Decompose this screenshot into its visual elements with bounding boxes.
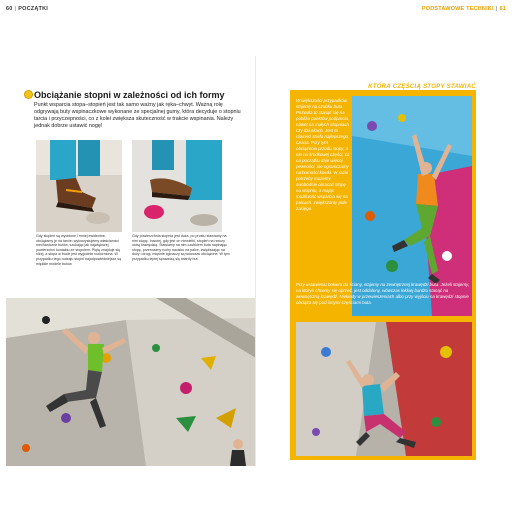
running-section: PODSTAWOWE TECHNIKI [421,6,494,12]
left-page [6,56,256,466]
text-toe-stance: W większości przypadków stajemy na czubku buta. Pozwala to stanąć się na pobliżu punktów podparcia, nawet na małych stopniach czy dziurkach. Jest to również strefa najlepszego czucia. Przy tym obciążeniu przodu stopy, a nie na środkowej części, co na początku daje więcej pewności, nie ograniczamy ruchomości kostki. W razie potrzeby możemy swobodnie obracać stopę na stopniu, a mając możliwość wsparcia się na palcach, zwiększamy pole zasięgu. [296,98,350,211]
photo-climbing-wall [6,298,256,466]
photo-smearing [36,140,122,232]
running-section: POCZĄTKI [18,6,48,12]
caption-edging: Gdy powierzchnia stopnia jest duża, po prostu stawiamy na nim stopę. Inaczej, gdy jest on niewielki, stopień na rzeczy ostrą krawędzią. Stawiamy na nim czubkiem buta napinając stopę, przenosimy ruchy nacisku na palce, zwiększając na duży i drogi, mięśnie zginaczy są wówczas obciążone. W tym przypadku lepiej sprawdzą się twardy but. [132,234,230,261]
section-bullet-icon [24,90,33,99]
photo-edging [132,140,222,232]
text-side-stance: Przy ustawieniu bokiem do ściany, stajemy na zewnętrznej krawędzi buta. Jeżeli stajemy, na któryn chcemy się oprzeć, jest oddalony, wówczas lekkiej bardzo stanąć na wewnętrzną krawędź. Niekiedy w przewieszeniach albo przy wyjściu na krawędzi stopnie obciąża się pod innymi częściami buta. [296,282,470,305]
right-page-title: KTÓRA CZĘŚCIĄ STOPY STAWIAĆ [368,84,476,90]
page-number: 60 [6,6,13,12]
right-page [256,56,506,466]
running-head-right: PODSTAWOWE TECHNIKI | 61 [421,6,506,12]
section-title: Obciążanie stopni w zależności od ich formy [34,90,225,100]
running-head-left: 60 | POCZĄTKI [6,6,48,12]
intro-paragraph: Punkt wsparcia stopa–stopień jest tak samo ważny jak ręka–chwyt. Ważną rolę odgrywają buty wspinaczkowe wykonane ze specjalnej gumy, która decyduje o stopniu tarcia i przyczepności, co z kolei zwiększa skuteczność w trakcie wspinania. Należy jednak dobrze ustawić nogę! [34,102,241,129]
photo-side-stance [296,322,472,456]
page-number: 61 [499,6,506,12]
caption-smearing: Gdy stopień są wyoblone i mniej ewidentne, obciążamy je na tarcie: wykorzystujemy właściwości mechaniczne butów, szukając jak największej powierzchni kontaktu ze stopniem. Piętę znajduje się niżej, a stopa w bucie jest wygodnie rozluźniona. W przypadku tego rodzaju stopni najodpowiedniejsze są miękkie modele butów. [36,234,122,266]
